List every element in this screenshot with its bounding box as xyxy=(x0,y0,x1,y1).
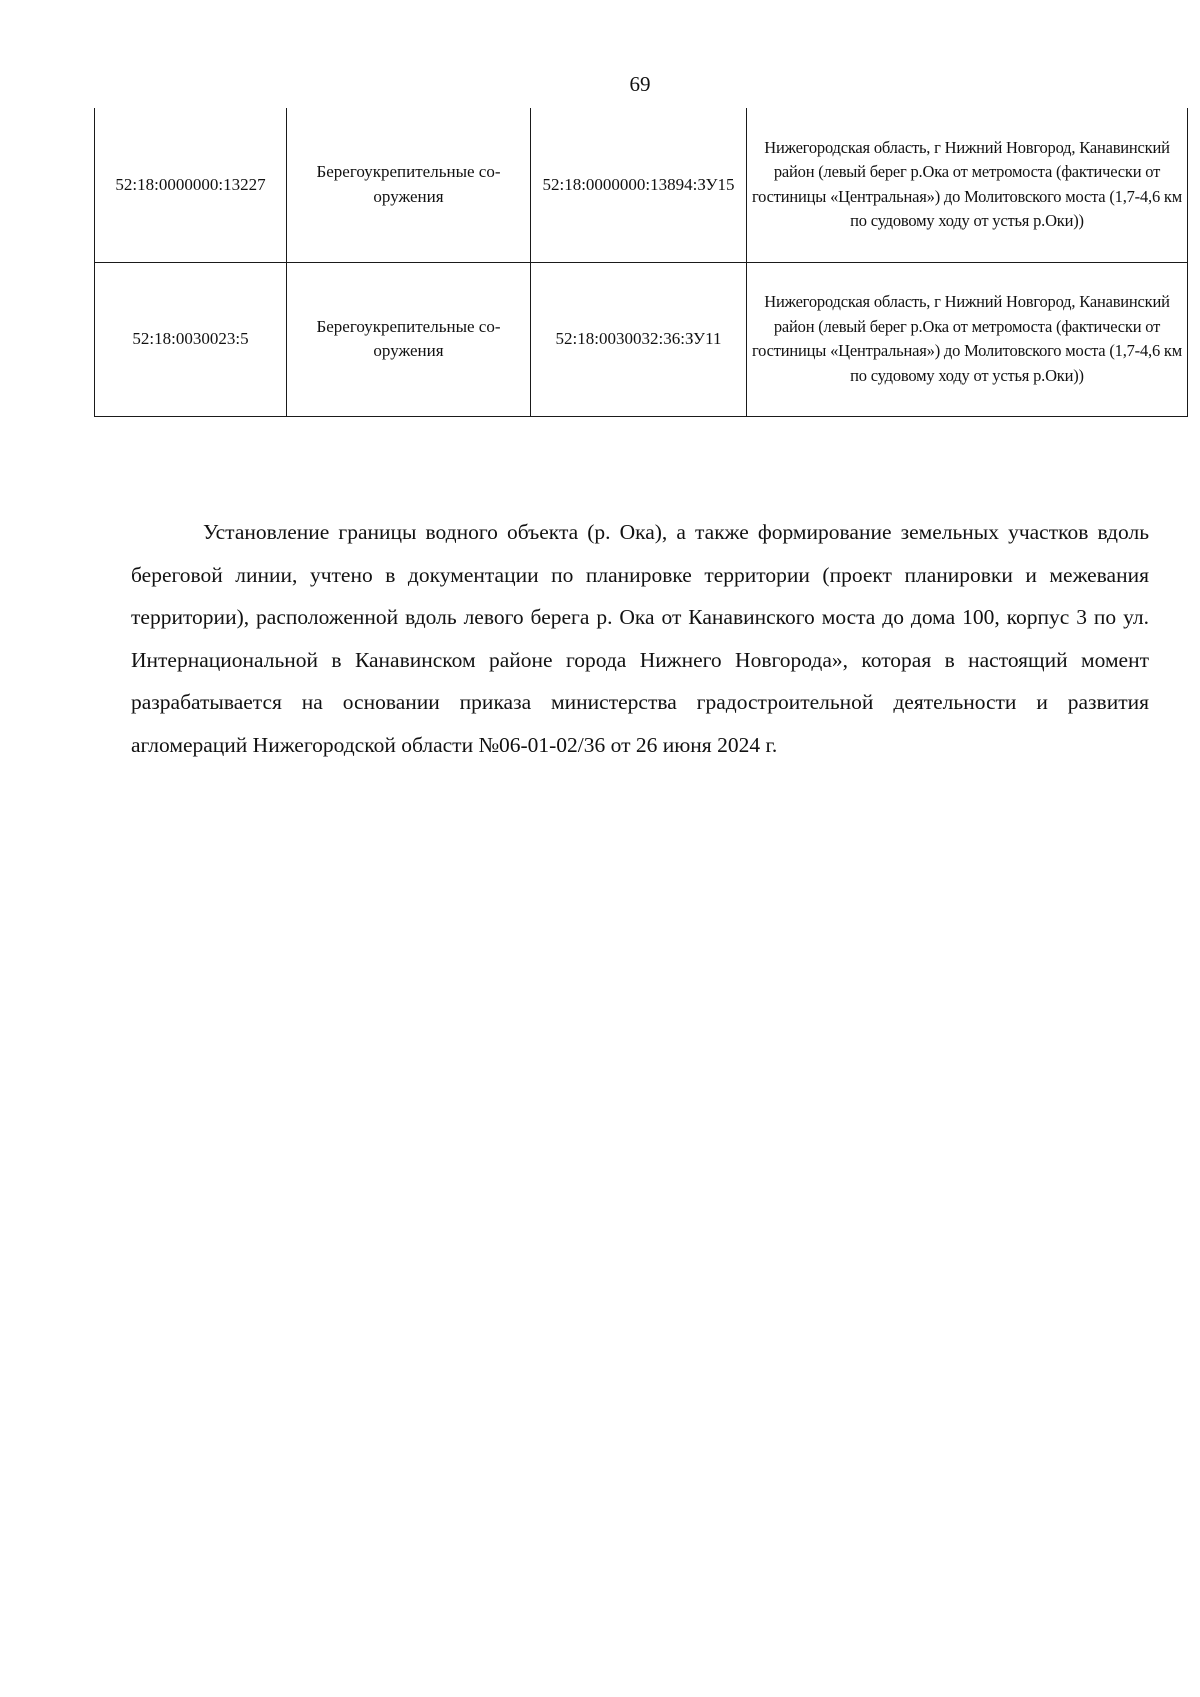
address-cell: Нижегородская область, г Нижний Новгород, Канавинский район (левый берег р.Ока от метромоста (фактически от гостиницы «Центральная») до Молитовского моста (1,7-4,6 км по судовому ходу от устья р.Оки)) xyxy=(747,108,1188,262)
cadastral-number-cell: 52:18:0030023:5 xyxy=(95,262,287,416)
address-cell: Нижегородская область, г Нижний Новгород, Канавинский район (левый берег р.Ока от метромоста (фактически от гостиницы «Центральная») до Молитовского моста (1,7-4,6 км по судовому ходу от устья р.Оки)) xyxy=(747,262,1188,416)
body-paragraph: Установление границы водного объекта (р. Ока), а также формирование земельных участков вдоль береговой линии, учтено в документации по планировке территории (проект планировки и межевания территории), расположенной вдоль левого берега р. Ока от Канавинского моста до дома 100, корпус 3 по ул. Интернациональной в Канавинском районе города Нижнего Новгорода», которая в настоящий момент разрабатывается на основании приказа министерства градостроительной деятельности и развития агломераций Нижегородской области №06-01-02/36 от 26 июня 2024 г. xyxy=(131,520,1149,757)
table-row xyxy=(95,262,1188,416)
land-plots-table xyxy=(94,108,1188,417)
plot-id-cell: 52:18:0030032:36:ЗУ11 xyxy=(531,262,747,416)
cadastral-number-cell: 52:18:0000000:13227 xyxy=(95,108,287,262)
page-number: 69 xyxy=(629,72,651,96)
plot-id-cell: 52:18:0000000:13894:ЗУ15 xyxy=(531,108,747,262)
object-type-cell: Берегоукрепительные со-оружения xyxy=(287,262,531,416)
table-row xyxy=(95,108,1188,262)
object-type-cell: Берегоукрепительные со-оружения xyxy=(287,108,531,262)
